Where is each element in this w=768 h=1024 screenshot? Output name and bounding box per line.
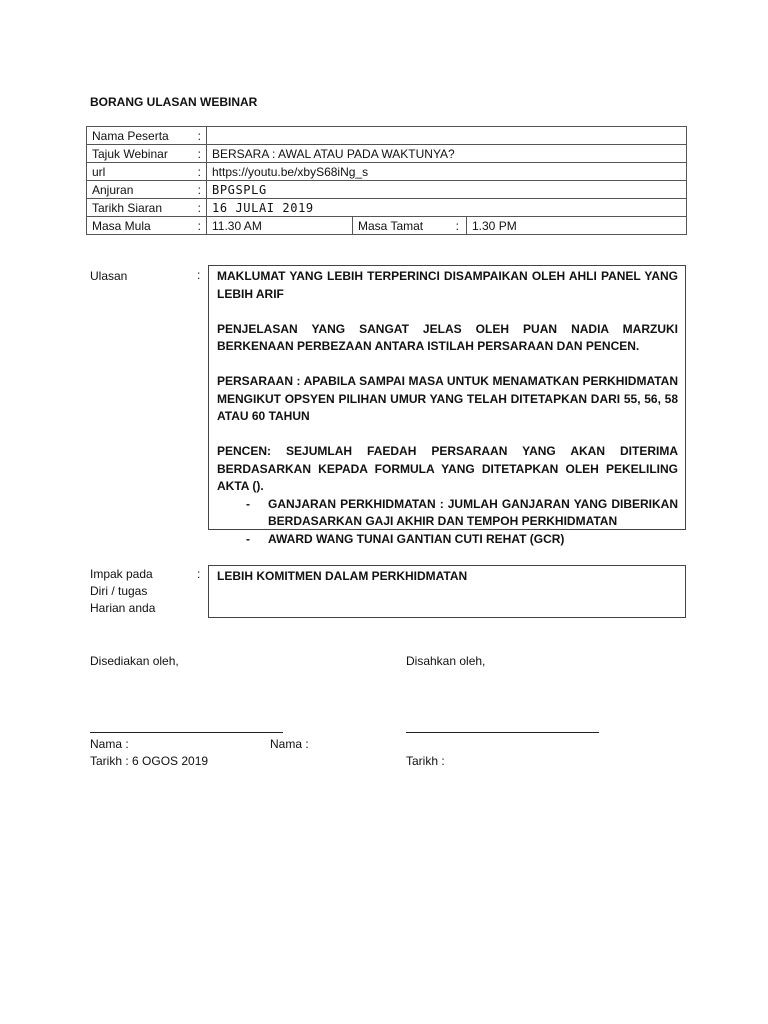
ulasan-paragraph: MAKLUMAT YANG LEBIH TERPERINCI DISAMPAIKAN OLEH AHLI PANEL YANG LEBIH ARIF: [217, 269, 678, 301]
colon: :: [193, 181, 207, 199]
nama-peserta-value[interactable]: [207, 127, 687, 145]
disahkan-label: Disahkan oleh,: [406, 654, 486, 668]
ulasan-bullet-item: [217, 531, 678, 549]
webinar-info-table: [86, 126, 687, 235]
ulasan-label: Ulasan: [90, 269, 128, 283]
left-tarikh: Tarikh : 6 OGOS 2019: [90, 754, 209, 768]
ulasan-bullet-list: [217, 496, 678, 549]
ulasan-colon: :: [197, 268, 201, 282]
ulasan-paragraph: PENJELASAN YANG SANGAT JELAS OLEH PUAN NADIA MARZUKI BERKENAAN PERBEZAAN ANTARA ISTILAH PERSARAAN DAN PENCEN.: [217, 321, 678, 353]
bullet-text: AWARD WANG TUNAI GANTIAN CUTI REHAT (GCR): [268, 531, 565, 546]
impak-value: LEBIH KOMITMEN DALAM PERKHIDMATAN: [217, 569, 468, 583]
left-signature-line[interactable]: [90, 732, 283, 733]
impak-label-line: Harian anda: [90, 601, 156, 615]
impak-colon: :: [197, 567, 201, 581]
nama-peserta-label: Nama Peserta: [87, 127, 193, 145]
url-label: url: [87, 163, 193, 181]
colon: :: [449, 217, 467, 235]
tarikh-siaran-value[interactable]: 16 JULAI 2019: [207, 199, 687, 217]
right-nama: Nama :: [270, 737, 309, 751]
impak-box[interactable]: [208, 565, 686, 618]
row-anjuran: [87, 181, 687, 199]
colon: :: [193, 199, 207, 217]
row-url: [87, 163, 687, 181]
ulasan-bullet-item: [217, 496, 678, 531]
masa-mula-value[interactable]: 11.30 AM: [207, 217, 353, 235]
colon: :: [193, 163, 207, 181]
ulasan-box[interactable]: [208, 265, 686, 546]
masa-tamat-value[interactable]: 1.30 PM: [467, 217, 687, 235]
impak-label: [90, 566, 155, 617]
ulasan-paragraph: PENCEN: SEJUMLAH FAEDAH PERSARAAN YANG AKAN DITERIMA BERDASARKAN KEPADA FORMULA YANG DITETAPKAN OLEH PEKELILING AKTA ().: [217, 444, 678, 493]
colon: :: [193, 145, 207, 163]
anjuran-label: Anjuran: [87, 181, 193, 199]
impak-label-line: Impak pada: [90, 567, 153, 581]
anjuran-value[interactable]: BPGSPLG: [207, 181, 687, 199]
ulasan-paragraph: PERSARAAN : APABILA SAMPAI MASA UNTUK MENAMATKAN PERKHIDMATAN MENGIKUT OPSYEN PILIHAN UMUR YANG TELAH DITETAPKAN DARI 55, 56, 58 ATAU 60 TAHUN: [217, 374, 678, 423]
row-tarikh-siaran: [87, 199, 687, 217]
form-title: BORANG ULASAN WEBINAR: [90, 95, 258, 109]
impak-label-line: Diri / tugas: [90, 584, 148, 598]
left-nama: Nama :: [90, 737, 129, 751]
bullet-dash: -: [246, 531, 250, 546]
tarikh-siaran-label: Tarikh Siaran: [87, 199, 193, 217]
colon: :: [193, 127, 207, 145]
bullet-dash: -: [246, 496, 250, 511]
tajuk-webinar-value[interactable]: BERSARA : AWAL ATAU PADA WAKTUNYA?: [207, 145, 687, 163]
colon: :: [193, 217, 207, 235]
disediakan-label: Disediakan oleh,: [90, 654, 179, 668]
right-tarikh: Tarikh :: [406, 754, 445, 768]
masa-mula-label: Masa Mula: [87, 217, 193, 235]
tajuk-webinar-label: Tajuk Webinar: [87, 145, 193, 163]
row-nama-peserta: [87, 127, 687, 145]
bullet-text: GANJARAN PERKHIDMATAN : JUMLAH GANJARAN YANG DIBERIKAN BERDASARKAN GAJI AKHIR DAN TEMPOH PERKHIDMATAN: [268, 496, 678, 528]
row-masa: [87, 217, 687, 235]
row-tajuk-webinar: [87, 145, 687, 163]
right-signature-line[interactable]: [406, 732, 599, 733]
masa-tamat-label: Masa Tamat: [353, 217, 449, 235]
url-value[interactable]: https://youtu.be/xbyS68iNg_s: [207, 163, 687, 181]
